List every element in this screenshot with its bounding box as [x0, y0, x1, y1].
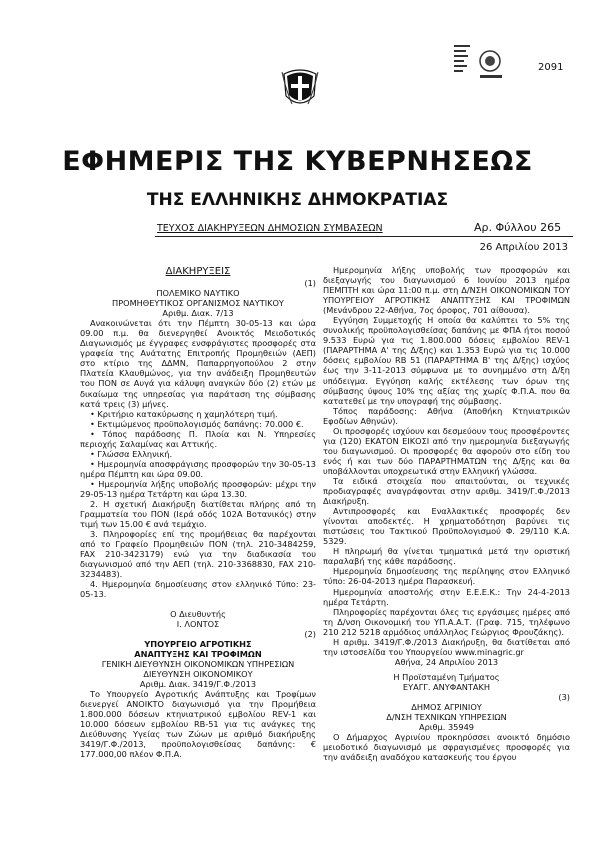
- paragraph: Ανακοινώνεται ότι την Πέμπτη 30-05-13 και ώρα 09.00 π.μ. θα διενεργηθεί Ανοικτός Μειοδοτικός Διαγωνισμός με έγγραφες ενσφράγιστες προσφορές στα γραφεία της Ανάτατης Επιτροπής Προμηθειών (ΑΕΠ) στο κτίριο της ΔΔΜΝ, Παπαρρηγοπούλου 2 στην Πλατεία Κλαυθμώνος, για την ανάδειξη Προμηθευτών του ΠΟΝ σε Αυγά για κάλυψη αναγκών δύο (2) ετών με δικαίωμα της υπηρεσίας για παράταση της σύμβασης κατά τρεις (3) μήνες.: [80, 318, 316, 409]
- paragraph: Τόπος παράδοσης: Αθήνα (Αποθήκη Κτηνιατρικών Εφοδίων Αθηνών).: [323, 405, 570, 426]
- certification-seal-icon: [452, 43, 508, 81]
- paragraph: ΔΙΑΚΗΡΥΞΕΙΣ: [165, 266, 231, 277]
- paragraph: • Γλώσσα Ελληνική.: [90, 448, 173, 459]
- paragraph: ΕΥΑΓΓ. ΑΝΥΦΑΝΤΑΚΗ: [402, 681, 491, 692]
- spacer: [80, 600, 316, 609]
- gazette-subtitle: ΤΗΣ ΕΛΛΗΝΙΚΗΣ ΔΗΜΟΚΡΑΤΙΑΣ: [146, 190, 449, 210]
- issue-date: 26 Απριλίου 2013: [479, 242, 568, 253]
- series-label: ΤΕΥΧΟΣ ΔΙΑΚΗΡΥΞΕΩΝ ΔΗΜΟΣΙΩΝ ΣΥΜΒΑΣΕΩΝ: [157, 223, 383, 234]
- paragraph: 2. Η σχετική Διακήρυξη διατίθεται πλήρης από τη Γραμματεία του ΠΟΝ (Ιερά οδός 102Α Βοτανικός) στην τιμή των 15.00 € ανά τεμάχιο.: [80, 499, 316, 530]
- paragraph: ΓΕΝΙΚΗ ΔΙΕΥΘΥΝΣΗ ΟΙΚΟΝΟΜΙΚΩΝ ΥΠΗΡΕΣΙΩΝ: [101, 658, 295, 669]
- paragraph: • Εκτιμώμενος προϋπολογισμός δαπάνης: 70.000 €.: [90, 418, 304, 429]
- paragraph: Δ/ΝΣΗ ΤΕΧΝΙΚΩΝ ΥΠΗΡΕΣΙΩΝ: [386, 712, 507, 723]
- paragraph: • Τόπος παράδοσης Π. Πλοία και Ν. Υπηρεσίες περιοχής Σαλαμίνας και Αττικής.: [80, 428, 316, 449]
- paragraph: Ημερομηνία δημοσίευσης της περίληψης στον Ελληνικό τύπο: 26-04-2013 ημέρα Παρασκευή.: [323, 566, 570, 587]
- paragraph: ΔΗΜΟΣ ΑΓΡΙΝΙΟΥ: [411, 702, 482, 713]
- paragraph: • Ημερομηνία αποσφράγισης προσφορών την 30-05-13 ημέρα Πέμπτη και ώρα 09.00.: [80, 458, 316, 479]
- paragraph: Αθήνα, 24 Απριλίου 2013: [394, 656, 499, 667]
- paragraph: Αριθμ. Διακ. 7/13: [162, 308, 234, 319]
- paragraph: ΔΙΕΥΘΥΝΣΗ ΟΙΚΟΝΟΜΙΚΟΥ: [143, 668, 253, 679]
- paragraph: Πληροφορίες παρέχονται όλες τις εργάσιμες ημέρες από τη Δ/νση Οικονομική του ΥΠ.Α.Α.Τ. (Γραφ. 715, τηλέφωνο 210 212 5218 αρμόδιος υπάλληλος Γεώργιος Φρουζάκης).: [323, 606, 570, 637]
- paragraph: Ημερομηνία λήξης υποβολής των προσφορών και διεξαγωγής του διαγωνισμού 6 Ιουνίου 2013 ημέρα ΠΕΜΠΤΗ και ώρα 11:00 π.μ. στη Δ/ΝΣΗ ΟΙΚΟΝΟΜΙΚΩΝ ΤΟΥ ΥΠΟΥΡΓΕΙΟΥ ΑΓΡΟΤΙΚΗΣ ΑΝΑΠΤΥΞΗΣ ΚΑΙ ΤΡΟΦΙΜΩΝ (Μενάνδρου 22-Αθήνα, 7ος όροφος, 701 αίθουσα).: [323, 265, 570, 316]
- paragraph: ΠΡΟΜΗΘΕΥΤΙΚΟΣ ΟΡΓΑΝΙΣΜΟΣ ΝΑΥΤΙΚΟΥ: [112, 298, 284, 309]
- header-rule: [155, 236, 573, 237]
- paragraph: Τα ειδικά στοιχεία που απαιτούνται, οι τεχνικές προδιαγραφές αναγράφονται στην αριθμ. 3419/Γ.Φ./2013 Διακήρυξη.: [323, 475, 570, 507]
- paragraph: Αριθμ. 35949: [418, 722, 475, 733]
- paragraph: Η πληρωμή θα γίνεται τμηματικά μετά την οριστική παραλαβή της κάθε παράδοσης.: [323, 546, 570, 567]
- paragraph: ΠΟΛΕΜΙΚΟ ΝΑΥΤΙΚΟ: [156, 288, 240, 299]
- paragraph: Το Υπουργείο Αγροτικής Ανάπτυξης και Τροφίμων διενεργεί ΑΝΟΙΚΤΟ διαγωνισμό για την Προμήθεια 1.800.000 δόσεων κτηνιατρικού εμβολίου REV-1 και 10.000 δόσεων εμβολίου RB-51 για τις ανάγκες της Διεύθυνσης Υγείας των Ζώων με αριθμό διακήρυξης 3419/Γ.Φ./2013, προϋπολογισθείσας δαπάνης: € 177.000,00 πλέον Φ.Π.Α.: [80, 688, 316, 760]
- left-column: [80, 265, 316, 759]
- paragraph: Η αριθμ. 3419/Γ.Φ./2013 Διακήρυξη, θα διατίθεται από την ιστοσελίδα του Υπουργείου www.minagric.gr: [323, 636, 570, 657]
- issue-number: Αρ. Φύλλου 265: [474, 221, 562, 234]
- page-number: 2091: [538, 62, 564, 73]
- paragraph: 3. Πληροφορίες επί της προμήθειας θα παρέχονται από το Γραφείο Προμηθειών ΠΟΝ (τηλ. 210-3484259, FAX 210-3423179) ενώ για την διαδικασία του διαγωνισμού από την ΑΕΠ (τηλ. 210-3368830, FAX 210-3234483).: [80, 529, 316, 580]
- paragraph: (3): [558, 691, 570, 702]
- paragraph: Ο Δήμαρχος Αγρινίου προκηρύσσει ανοικτό δημόσιο μειοδοτικό διαγωνισμό με σφραγισμένες προσφορές για την ανάδειξη αναδόχου κατασκευής του έργου: [323, 732, 570, 763]
- paragraph: ΑΝΑΠΤΥΞΗΣ ΚΑΙ ΤΡΟΦΙΜΩΝ: [134, 648, 262, 659]
- paragraph: ΥΠΟΥΡΓΕΙΟ ΑΓΡΟΤΙΚΗΣ: [144, 638, 252, 649]
- right-column: [323, 265, 570, 762]
- paragraph: Εγγύηση Συμμετοχής Η οποία θα καλύπτει το 5% της συνολικής προϋπολογισθείσας δαπάνης με ΦΠΑ ήτοι ποσού 9.533 Ευρώ για τις 1.800.000 δόσεις εμβολίου REV-1 (ΠΑΡΑΡΤΗΜΑ Α' της Δ/ξης) και 1.353 Ευρώ για τις 10.000 δόσεις εμβολίου RB 51 (ΠΑΡΑΡΤΗΜΑ Β' της Δ/ξης) ισχύος έως την 3-11-2013 σύμφωνα με το συνημμένο στη Δ/ξη υπόδειγμα. Εγγύηση καλής εκτέλεσης των όρων της σύμβασης ύψους 10% της αξίας της χωρίς Φ.Π.Α. που θα κατατεθεί με την υπογραφή της σύμβασης.: [323, 315, 570, 406]
- paragraph: 4. Ημερομηνία δημοσίευσης στον ελληνικό Τύπο: 23-05-13.: [80, 579, 316, 600]
- paragraph: (1): [304, 278, 316, 288]
- greek-coat-of-arms-icon: [280, 64, 320, 112]
- paragraph: Ημερομηνία αποστολής στην Ε.Ε.Ε.Κ.: Την 24-4-2013 ημέρα Τετάρτη.: [323, 586, 570, 607]
- paragraph: • Ημερομηνία λήξης υποβολής προσφορών: μέχρι την 29-05-13 ημέρα Τετάρτη και ώρα 13.30.: [80, 478, 316, 499]
- paragraph: Ι. ΛΟΝΤΟΣ: [176, 618, 220, 629]
- paragraph: Αριθμ. Διακ. 3419/Γ.Φ./2013: [139, 678, 257, 689]
- gazette-title: ΕΦΗΜΕΡΙΣ ΤΗΣ ΚΥΒΕΡΝΗΣΕΩΣ: [62, 146, 533, 177]
- paragraph: Αντιπροσφορές και Εναλλακτικές προσφορές δεν γίνονται αποδεκτές. Η χρηματοδότηση βαρύνει τις πιστώσεις του Τακτικού Προϋπολογισμού Φ. 29/110 Κ.Α. 5329.: [323, 506, 570, 547]
- paragraph: Η Προϊσταμένη Τμήματος: [393, 671, 500, 682]
- paragraph: • Κριτήριο κατακύρωσης η χαμηλότερη τιμή.: [90, 408, 278, 419]
- paragraph: (2): [304, 628, 316, 639]
- paragraph: Ο Διευθυντής: [170, 608, 226, 619]
- paragraph: Οι προσφορές ισχύουν και δεσμεύουν τους προσφέροντες για (120) ΕΚΑΤΟΝ ΕΙΚΟΣΙ από την ημερομηνία διεξαγωγής του διαγωνισμού. Οι προσφορές θα αφορούν στο είδη του ενός ή και των δύο ΠΑΡΑΡΤΗΜΑΤΩΝ της Δ/ξης και θα υποβάλλονται υποχρεωτικά στην Ελληνική γλώσσα.: [323, 425, 570, 476]
